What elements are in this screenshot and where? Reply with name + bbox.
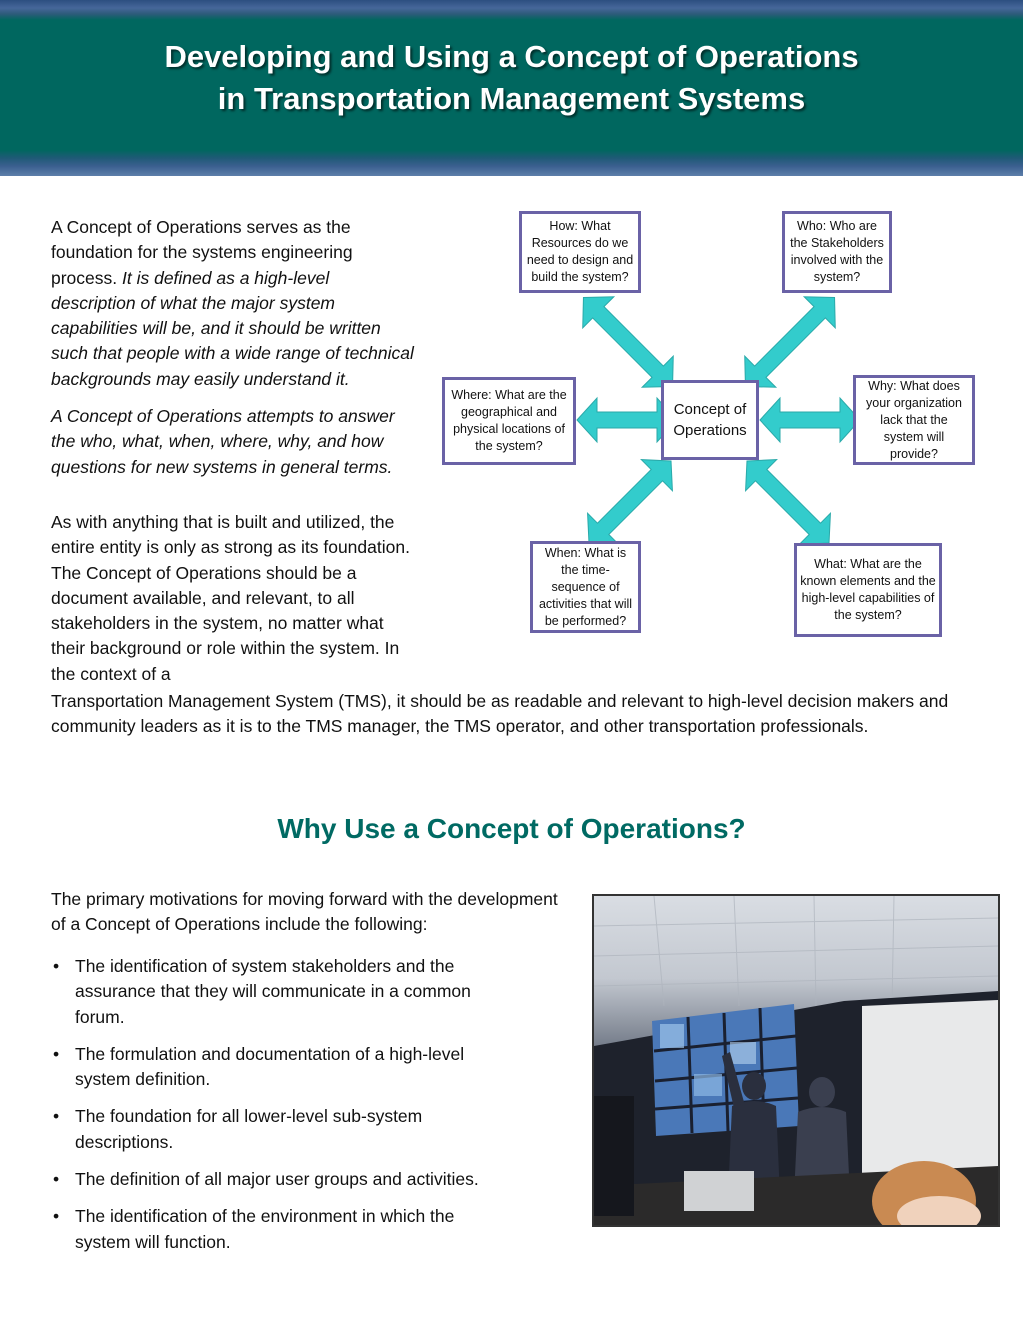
box-who [782,211,892,293]
list-item-text: The definition of all major user groups and activities. [75,1169,479,1190]
motivations-list [51,954,491,1267]
motivations-intro: The primary motivations for moving forward with the development of a Concept of Operations include the following: [51,889,558,935]
box-where-text: Where: What are the geographical and physical locations of the system? [451,388,567,453]
box-when [530,541,641,633]
photo-illustration [594,896,998,1225]
intro-paragraph-1-plain: A Concept of Operations serves as the foundation for the systems engineering process. [51,217,353,288]
list-item-text: The identification of the environment in which the system will function. [75,1206,455,1252]
list-item-text: The formulation and documentation of a high-level system definition. [75,1043,465,1090]
list-item [51,954,491,1030]
box-who-text: Who: Who are the Stakeholders involved with the system? [790,219,884,284]
arrow-what [731,445,844,558]
intro-paragraph-1-italic: It is defined as a high-level description of what the major system capabilities will be, and it should be written such that people with a wide range of technical backgrounds may easily understand it. [51,267,414,389]
box-when-text: When: What is the time-sequence of activities that will be performed? [538,545,633,628]
list-item [51,1204,491,1255]
arrow-why [760,398,860,442]
header-banner [0,0,1023,176]
box-how [519,211,641,293]
box-why-text: Why: What does your organization lack that the system will provide? [866,378,962,461]
box-concept-of-operations [661,380,759,460]
list-item [51,1042,491,1093]
box-why [853,375,975,465]
box-how-text: How: What Resources do we need to design and build the system? [526,219,634,284]
bullet-icon: • [53,1169,60,1190]
bullet-icon: • [53,1106,60,1127]
intro-paragraph-2: A Concept of Operations attempts to answer the who, what, when, where, why, and how questions for new systems in general terms. [51,406,395,477]
bullet-icon: • [53,1043,60,1064]
intro-paragraph-3-part-1: As with anything that is built and utilized, the entire entity is only as strong as its foundation. The Concept of Operations should be a document available, and relevant, to all stakeholders in the system, no matter what their background or role within the system. In the context of a [51,512,410,684]
intro-paragraph-3-part-2: Transportation Management System (TMS), it should be as readable and relevant to high-level decision makers and community leaders as it is to the TMS manager, the TMS operator, and other transportation professionals. [51,691,949,737]
box-where [442,377,576,465]
page-title [0,36,1023,120]
list-item-text: The identification of system stakeholders and the assurance that they will communicate in a common forum. [75,956,471,1027]
concept-of-operations-diagram [440,205,980,645]
traffic-control-room-photo [592,894,1000,1227]
box-what [794,543,942,637]
page-title-line-1: Developing and Using a Concept of Operations [164,39,859,74]
intro-paragraph-1 [51,215,416,392]
section-heading: Why Use a Concept of Operations? [277,813,746,844]
bullet-icon: • [53,956,60,976]
page-title-line-2: in Transportation Management Systems [217,81,806,116]
list-item [51,1167,491,1192]
box-what-text: What: What are the known elements and the high-level capabilities of the system? [800,557,936,622]
list-item [51,1104,491,1155]
box-center-text: Concept of Operations [673,401,747,439]
list-item-text: The foundation for all lower-level sub-system descriptions. [75,1106,423,1152]
bullet-icon: • [53,1206,60,1227]
